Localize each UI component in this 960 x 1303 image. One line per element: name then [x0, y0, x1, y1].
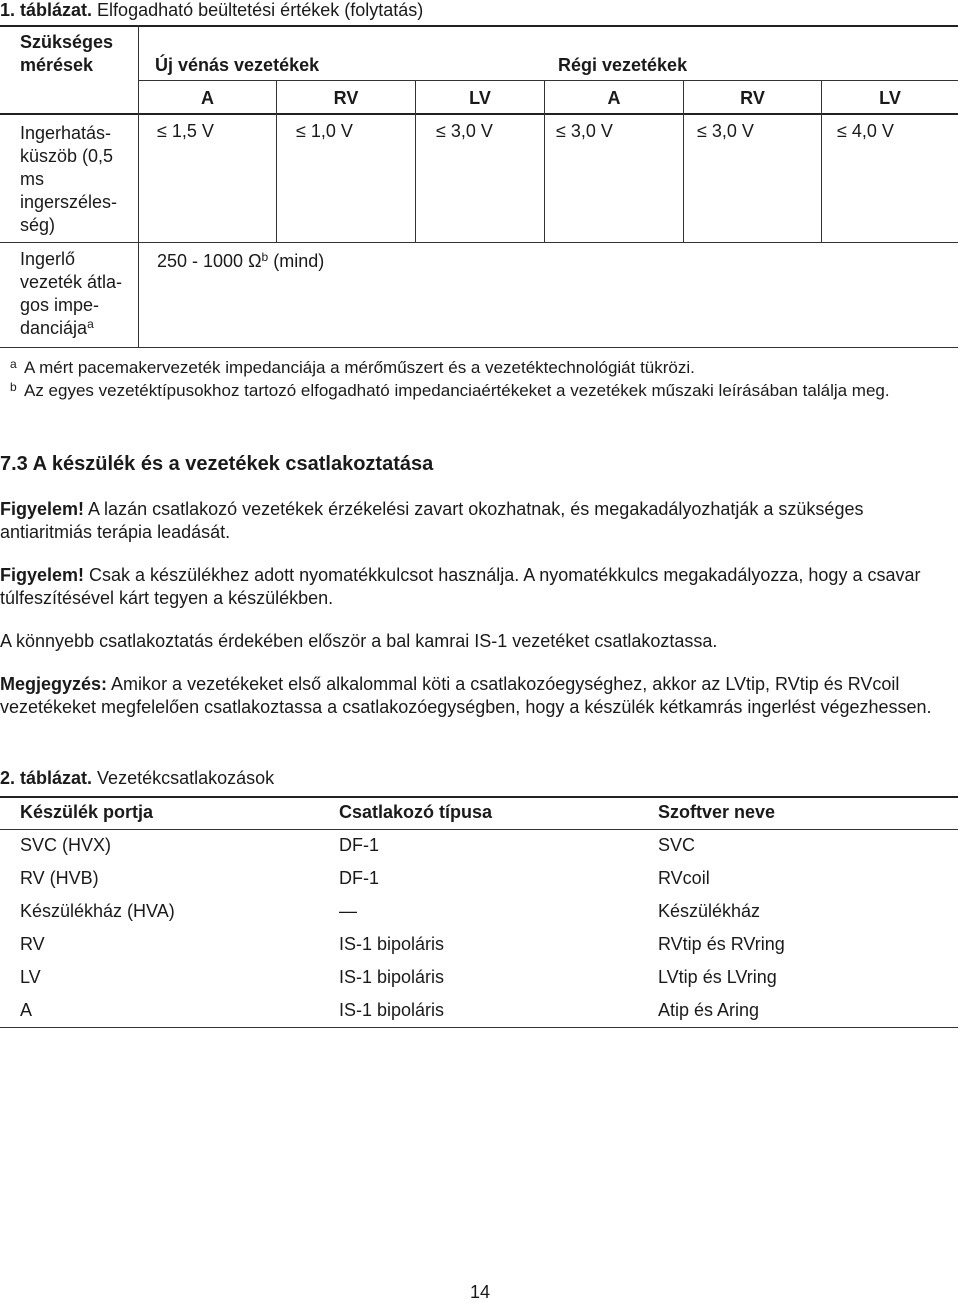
table1-caption-number: 1. táblázat.	[0, 0, 93, 20]
table2-cell-connector: DF-1	[339, 868, 379, 888]
table1-row1-value: ≤ 3,0 V	[556, 121, 613, 141]
table2-cell-software: Atip és Aring	[658, 1000, 760, 1020]
page-number: 14	[469, 1282, 491, 1302]
table1-bottom-rule	[0, 347, 958, 348]
table1-row-rule	[0, 242, 958, 243]
table-row	[0, 994, 958, 1027]
connection-order-paragraph: A könnyebb csatlakoztatás érdekében először a bal kamrai IS-1 vezetéket csatlakoztassa.	[0, 631, 718, 651]
footnote-mark-a: a	[10, 357, 17, 371]
table1-row1-value: ≤ 3,0 V	[697, 121, 754, 141]
table2-cell-software: SVC	[658, 835, 696, 855]
footnote-text-a: A mért pacemakervezeték impedanciája a mérőműszert és a vezetéktechnológiát tükrözi.	[24, 358, 695, 377]
table1-col-header: A	[201, 88, 214, 108]
table1-group-new: Új vénás vezetékek	[155, 55, 320, 75]
table1-top-rule	[0, 25, 958, 27]
warning-label: Figyelem!	[0, 565, 85, 585]
table-row	[0, 862, 958, 895]
table2-cell-connector: IS-1 bipoláris	[339, 934, 445, 954]
table1-col-header: A	[607, 88, 621, 108]
table1-row1-value: ≤ 3,0 V	[436, 121, 493, 141]
table1-row2-label	[20, 248, 130, 340]
table1-caption-title: Elfogadható beültetési értékek (folytatás)	[97, 0, 424, 20]
table2-cell-port: SVC (HVX)	[20, 835, 112, 855]
table-row	[0, 829, 958, 862]
warning-paragraph-1	[0, 498, 958, 544]
warning-text: A lazán csatlakozó vezetékek érzékelési zavart okozhatnak, és megakadályozhatják a szükséges antiaritmiás terápia leadását.	[0, 499, 864, 542]
table1-label-divider	[138, 25, 139, 347]
table2-cell-connector: IS-1 bipoláris	[339, 967, 445, 987]
warning-text: Csak a készülékhez adott nyomatékkulcsot használja. A nyomatékkulcs megakadályozza, hogy a csavar túlfeszítésével kárt tegyen a készülékben.	[0, 565, 921, 608]
impedance-scope: (mind)	[273, 251, 325, 271]
footnote-mark-b: b	[10, 380, 17, 394]
table2-header-connector: Csatlakozó típusa	[339, 802, 493, 822]
table2-header-software: Szoftver neve	[658, 802, 776, 822]
section-heading: 7.3 A készülék és a vezetékek csatlakoztatása	[0, 453, 434, 475]
table1-row1-label: Ingerhatás-küszöb (0,5 ms ingerszéles-ség)	[20, 123, 118, 235]
table2-cell-port: RV	[20, 934, 45, 954]
table2-cell-port: Készülékház (HVA)	[20, 901, 175, 921]
table1-row2-label-text: Ingerlő vezeték átla-gos impe-danciája	[20, 249, 123, 338]
table1-row1-value: ≤ 1,5 V	[157, 121, 214, 141]
table2-cell-connector: IS-1 bipoláris	[339, 1000, 445, 1020]
table2-cell-port: LV	[20, 967, 41, 987]
warning-paragraph-2	[0, 564, 958, 610]
table1-col-header: LV	[879, 88, 901, 108]
footnote-a	[10, 356, 954, 379]
table2-cell-software: Készülékház	[658, 901, 761, 921]
table2-cell-port: RV (HVB)	[20, 868, 99, 888]
table2-cell-port: A	[20, 1000, 33, 1020]
footnote-ref-a: a	[87, 317, 94, 331]
table1-header-rule	[0, 113, 958, 115]
table1-group-rule	[138, 80, 958, 81]
table2-cell-connector: —	[339, 901, 357, 921]
table2-caption-title: Vezetékcsatlakozások	[97, 768, 275, 788]
table1-caption	[0, 0, 423, 21]
table2-caption-number: 2. táblázat.	[0, 768, 93, 788]
note-label: Megjegyzés:	[0, 674, 108, 694]
footnote-ref-b: b	[261, 250, 269, 264]
table2-header-row	[0, 796, 958, 829]
table2-bottom-rule	[0, 1027, 958, 1028]
table1-group-old: Régi vezetékek	[558, 55, 688, 75]
impedance-range: 250 - 1000 Ω	[157, 251, 262, 271]
table-row	[0, 895, 958, 928]
table1-col-header: LV	[469, 88, 491, 108]
footnote-b	[10, 379, 958, 402]
table1-row-header: Szükséges mérések	[20, 32, 114, 75]
table2-header-port: Készülék portja	[20, 802, 154, 822]
table1-row1-value: ≤ 1,0 V	[296, 121, 353, 141]
table2-cell-software: RVcoil	[658, 868, 710, 888]
table1-col-header: RV	[333, 88, 359, 108]
footnote-text-b: Az egyes vezetéktípusokhoz tartozó elfogadható impedanciaértékeket a vezetékek műszaki leírásában találja meg.	[24, 381, 890, 400]
table2-cell-connector: DF-1	[339, 835, 379, 855]
table2-cell-software: RVtip és RVring	[658, 934, 785, 954]
note-text: Amikor a vezetékeket első alkalommal köti a csatlakozóegységhez, akkor az LVtip, RVtip és RVcoil vezetékeket megfelelően csatlakoztassa a csatlakozóegységben, hogy a készülék kétkamrás ingerlést végezhessen.	[0, 674, 932, 717]
table1-row1-value: ≤ 4,0 V	[837, 121, 894, 141]
table-row	[0, 961, 958, 994]
table2-caption	[0, 768, 274, 789]
table-row	[0, 928, 958, 961]
table1-row2-value	[157, 250, 324, 273]
warning-label: Figyelem!	[0, 499, 85, 519]
note-paragraph	[0, 673, 958, 719]
table2-cell-software: LVtip és LVring	[658, 967, 777, 987]
table1-col-header: RV	[740, 88, 765, 108]
